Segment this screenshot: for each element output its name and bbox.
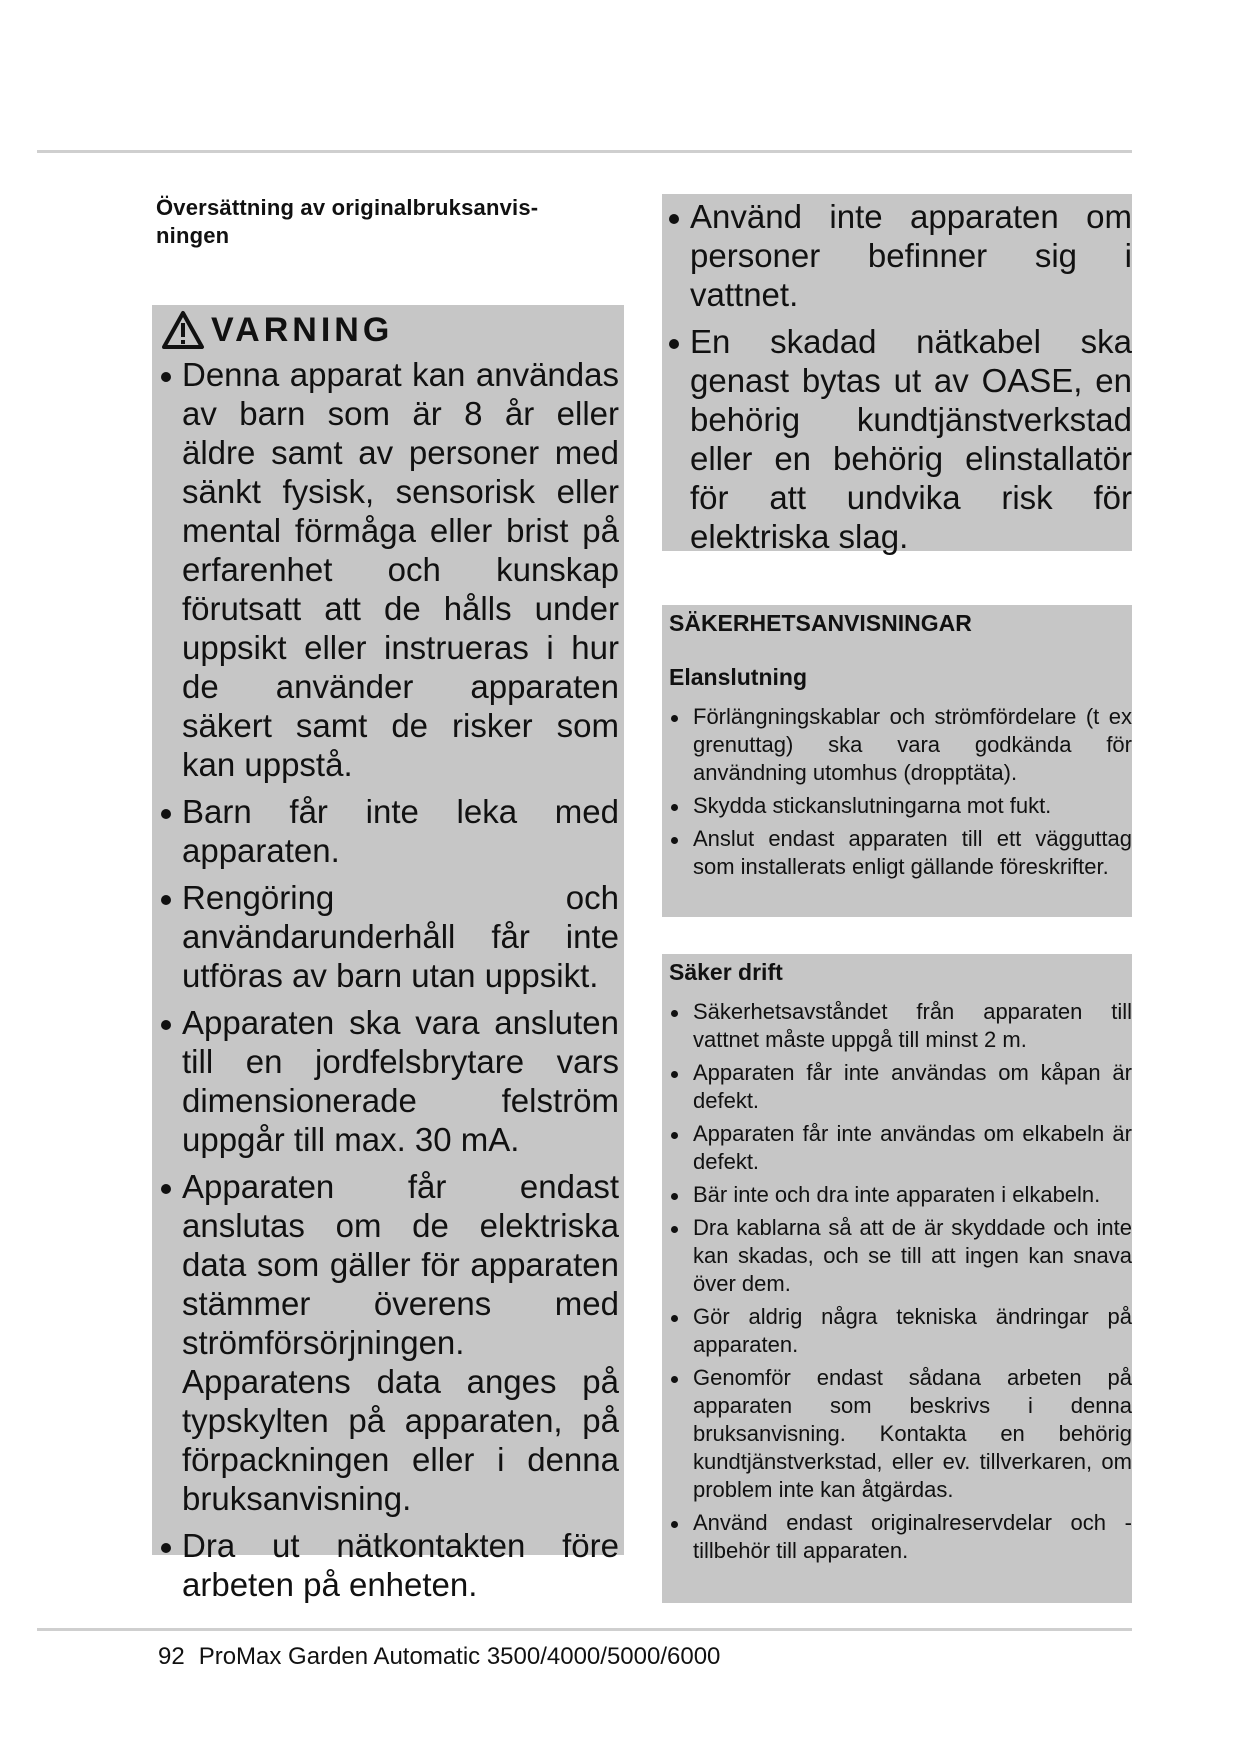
page-number: 92 xyxy=(158,1643,185,1670)
warning-item: Rengöring och användarunderhåll får inte utföras av barn utan uppsikt. xyxy=(157,878,619,995)
product-name: ProMax Garden Automatic 3500/4000/5000/6000 xyxy=(198,1643,721,1670)
electrical-item: Förlängningskablar och strömfördelare (t ex grenuttag) ska vara godkända för användning utomhus (dropptäta). xyxy=(665,703,1132,787)
operation-item: Använd endast originalreservdelar och -tillbehör till apparaten. xyxy=(665,1509,1132,1565)
electrical-heading: Elanslutning xyxy=(669,664,807,690)
operation-item: Bär inte och dra inte apparaten i elkabeln. xyxy=(665,1181,1132,1209)
electrical-item: Anslut endast apparaten till ett vägguttag som installerats enligt gällande föreskrifter. xyxy=(665,825,1132,881)
warning-header xyxy=(157,305,619,355)
warning-list xyxy=(157,355,619,1604)
warning-label: VARNING xyxy=(211,310,394,349)
top-rule xyxy=(37,150,1132,153)
electrical-item: Skydda stickanslutningarna mot fukt. xyxy=(665,792,1132,820)
warning-item: Apparaten får endast anslutas om de elektriska data som gäller för apparaten stämmer överens med strömförsörjningen. Apparatens data anges på typskylten på apparaten, på förpackningen eller i denna bruksanvisning. xyxy=(157,1167,619,1518)
safety-electrical-box xyxy=(662,605,1132,917)
operation-item: Genomför endast sådana arbeten på apparaten som beskrivs i denna bruksanvisning. Kontakta en behörig kundtjänstverkstad, eller ev. tillverkaren, om problem inte kan åtgärdas. xyxy=(665,1364,1132,1504)
warning-continued-list xyxy=(665,197,1132,556)
safe-operation-box xyxy=(662,954,1132,1603)
operation-list xyxy=(665,998,1132,1565)
document-title: Översättning av originalbruksanvis-ningen xyxy=(156,195,539,248)
operation-item: Apparaten får inte användas om elkabeln är defekt. xyxy=(665,1120,1132,1176)
warning-item: Denna apparat kan användas av barn som är 8 år eller äldre samt av personer med sänkt fysisk, sensorisk eller mental förmåga eller brist på erfarenhet och kunskap förutsatt att de hålls under uppsikt eller instrueras i hur de använder apparaten säkert samt de risker som kan uppstå. xyxy=(157,355,619,784)
warning-box xyxy=(152,305,624,1603)
electrical-list xyxy=(665,703,1132,881)
page-footer xyxy=(158,1642,720,1672)
warning-item: Dra ut nätkontakten före arbeten på enheten. xyxy=(157,1526,619,1604)
bottom-rule xyxy=(37,1628,1132,1631)
warning-triangle-icon xyxy=(161,310,205,350)
warning-continued-box xyxy=(662,194,1132,555)
operation-heading: Säker drift xyxy=(669,959,783,985)
warning-item: Barn får inte leka med apparaten. xyxy=(157,792,619,870)
operation-item: Säkerhetsavståndet från apparaten till vattnet måste uppgå till minst 2 m. xyxy=(665,998,1132,1054)
operation-item: Apparaten får inte användas om kåpan är defekt. xyxy=(665,1059,1132,1115)
operation-item: Dra kablarna så att de är skyddade och inte kan skadas, och se till att ingen kan snava över dem. xyxy=(665,1214,1132,1298)
warning-item: Använd inte apparaten om personer befinner sig i vattnet. xyxy=(665,197,1132,314)
safety-heading: SÄKERHETSANVISNINGAR xyxy=(669,610,972,636)
operation-item: Gör aldrig några tekniska ändringar på apparaten. xyxy=(665,1303,1132,1359)
warning-item: En skadad nätkabel ska genast bytas ut av OASE, en behörig kundtjänstverkstad eller en behörig elinstallatör för att undvika risk för elektriska slag. xyxy=(665,322,1132,556)
warning-item: Apparaten ska vara ansluten till en jordfelsbrytare vars dimensionerade felström uppgår till max. 30 mA. xyxy=(157,1003,619,1159)
